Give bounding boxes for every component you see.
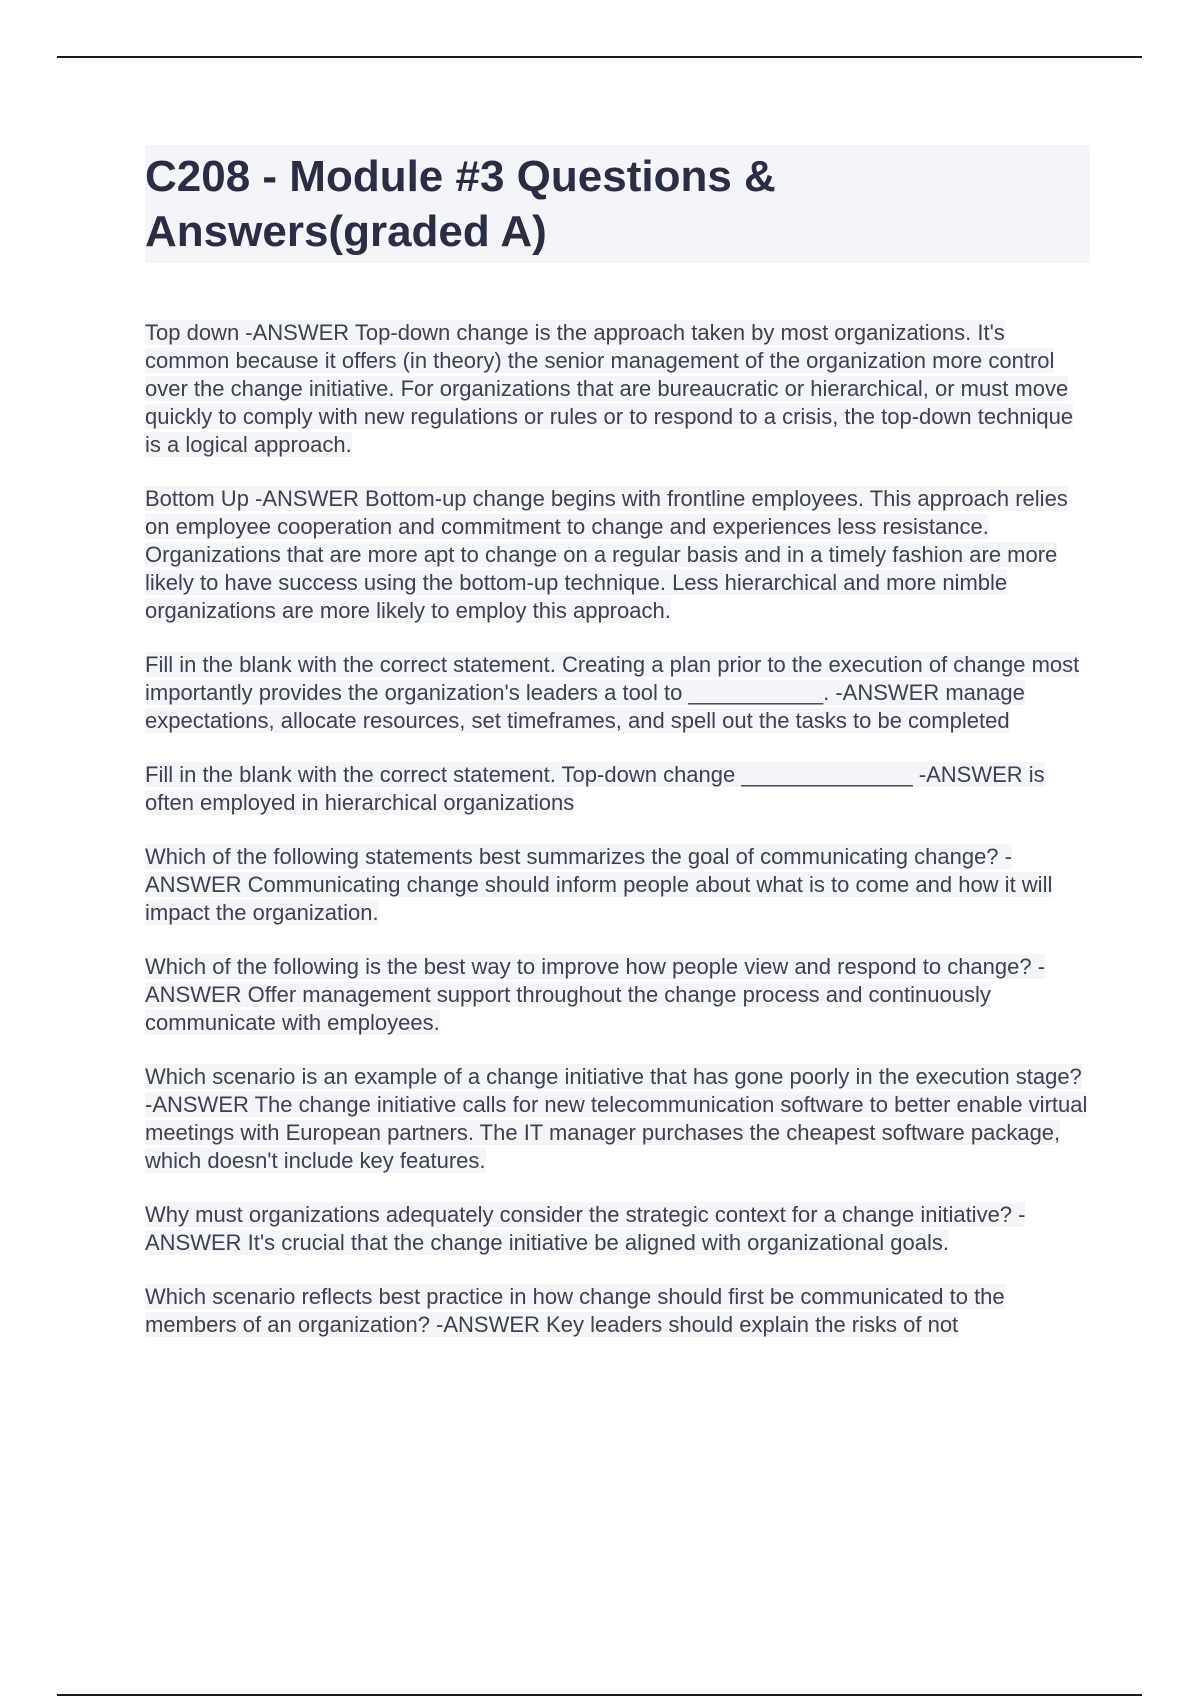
document-body — [145, 145, 1090, 1365]
qa-entry — [145, 953, 1090, 1037]
qa-text: Why must organizations adequately consider the strategic context for a change initiative? -ANSWER It's crucial that the change initiative be aligned with organizational goals. — [145, 1202, 1026, 1255]
qa-entry — [145, 1063, 1090, 1175]
qa-text: Which of the following is the best way to improve how people view and respond to change? -ANSWER Offer management support throughout the change process and continuously communicate with employees. — [145, 954, 1046, 1035]
qa-entry — [145, 761, 1090, 817]
qa-text: Fill in the blank with the correct statement. Top-down change ______________ -ANSWER is often employed in hierarchical organizations — [145, 762, 1045, 815]
document-title: C208 - Module #3 Questions & Answers(graded A) — [145, 152, 776, 256]
qa-text: Which scenario reflects best practice in how change should first be communicated to the members of an organization? -ANSWER Key leaders should explain the risks of not — [145, 1284, 1005, 1337]
qa-text: Fill in the blank with the correct statement. Creating a plan prior to the execution of change most importantly provides the organization's leaders a tool to ___________. -ANSWER manage expectations, allocate resources, set timeframes, and spell out the tasks to be completed — [145, 652, 1080, 733]
qa-text: Bottom Up -ANSWER Bottom-up change begins with frontline employees. This approach relies on employee cooperation and commitment to change and experiences less resistance. Organizations that are more apt to change on a regular basis and in a timely fashion are more likely to have success using the bottom-up technique. Less hierarchical and more nimble organizations are more likely to employ this approach. — [145, 486, 1068, 623]
bottom-rule — [57, 1694, 1142, 1696]
qa-text: Top down -ANSWER Top-down change is the approach taken by most organizations. It's common because it offers (in theory) the senior management of the organization more control over the change initiative. For organizations that are bureaucratic or hierarchical, or must move quickly to comply with new regulations or rules or to respond to a crisis, the top-down technique is a logical approach. — [145, 320, 1074, 457]
qa-text: Which of the following statements best summarizes the goal of communicating change? -ANSWER Communicating change should inform people about what is to come and how it will impact the organization. — [145, 844, 1053, 925]
qa-entry — [145, 485, 1090, 625]
qa-entry — [145, 1283, 1090, 1339]
qa-entry — [145, 651, 1090, 735]
qa-entry — [145, 1201, 1090, 1257]
qa-text: Which scenario is an example of a change initiative that has gone poorly in the execution stage? -ANSWER The change initiative calls for new telecommunication software to better enable virtual meetings with European partners. The IT manager purchases the cheapest software package, which doesn't include key features. — [145, 1064, 1088, 1173]
qa-entry — [145, 843, 1090, 927]
top-rule — [57, 56, 1142, 58]
title-block — [145, 145, 1090, 263]
qa-entry — [145, 319, 1090, 459]
